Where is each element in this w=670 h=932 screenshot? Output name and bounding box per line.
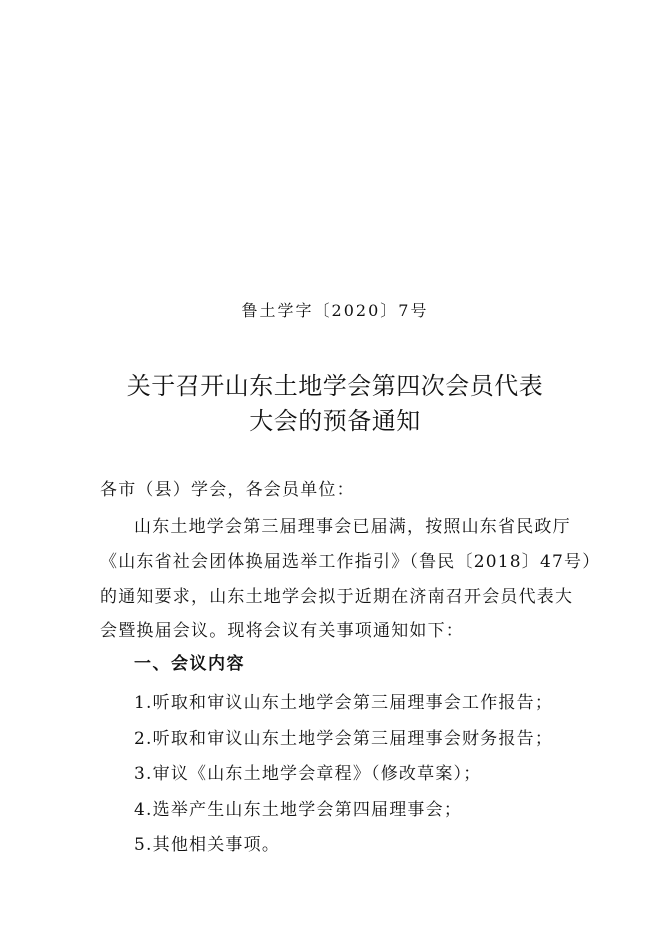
intro-line-1: 山东土地学会第三届理事会已届满，按照山东省民政厅	[134, 517, 571, 537]
document-number: 鲁土学字〔2020〕7号	[241, 301, 429, 320]
list-item-3: 3.审议《山东土地学会章程》（修改草案）；	[134, 764, 482, 784]
document-title-line-1: 关于召开山东土地学会第四次会员代表	[126, 372, 544, 400]
section-heading: 一、会议内容	[134, 654, 245, 674]
intro-line-2: 《山东省社会团体换届选举工作指引》（鲁民〔2018〕47号）	[100, 552, 601, 572]
salutation: 各市（县）学会，各会员单位：	[100, 480, 355, 500]
intro-line-4: 会暨换届会议。现将会议有关事项通知如下：	[100, 621, 464, 641]
document-title-line-2: 大会的预备通知	[249, 407, 421, 435]
list-item-4: 4.选举产生山东土地学会第四届理事会；	[134, 800, 463, 820]
list-item-1: 1.听取和审议山东土地学会第三届理事会工作报告；	[134, 693, 554, 713]
list-item-5: 5.其他相关事项。	[134, 835, 281, 855]
intro-line-3: 的通知要求，山东土地学会拟于近期在济南召开会员代表大	[100, 587, 574, 607]
list-item-2: 2.听取和审议山东土地学会第三届理事会财务报告；	[134, 729, 554, 749]
